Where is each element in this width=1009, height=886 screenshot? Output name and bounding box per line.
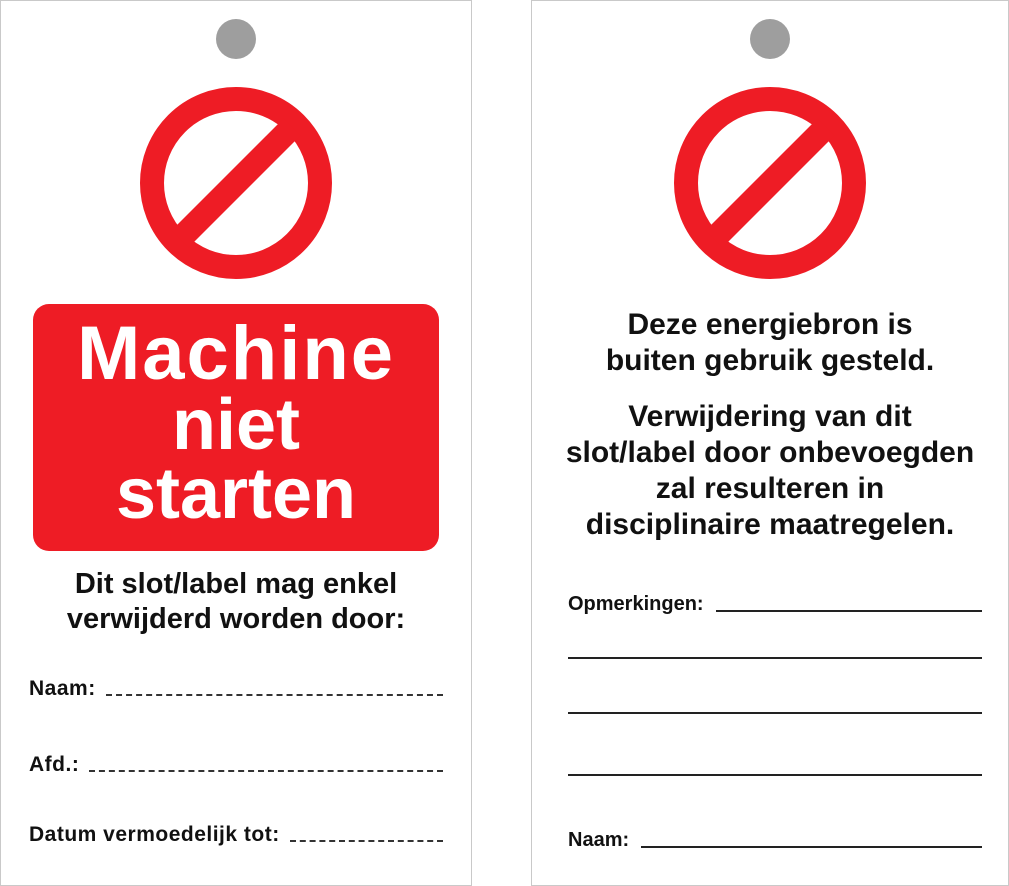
field-naam[interactable]	[29, 677, 443, 701]
prohibition-sign-icon	[136, 83, 336, 288]
back-paragraph-2-line-1: Verwijdering van dit	[628, 400, 912, 433]
field-naam-label: Naam:	[29, 677, 96, 700]
back-paragraph-2-line-3: zal resulteren in	[655, 472, 885, 505]
field-naam-back-label: Naam:	[568, 829, 630, 851]
warning-banner	[33, 304, 439, 551]
banner-line-3: starten	[115, 454, 357, 535]
punch-hole-icon	[216, 19, 256, 59]
field-opmerkingen-writeline-2[interactable]	[568, 656, 982, 659]
banner-line-1: Machine	[76, 311, 396, 396]
back-paragraph-1-line-1: Deze energiebron is	[627, 308, 913, 341]
back-paragraph-1-line-2: buiten gebruik gesteld.	[605, 344, 935, 377]
front-subheading-line-1: Dit slot/label mag enkel	[74, 568, 398, 600]
field-datum-writeline[interactable]	[290, 839, 443, 842]
punch-hole-icon	[750, 19, 790, 59]
front-subheading-line-2: verwijderd worden door:	[66, 603, 406, 636]
front-subheading	[21, 567, 451, 638]
back-paragraph-2	[546, 399, 994, 543]
field-opmerkingen-label: Opmerkingen:	[568, 593, 704, 615]
back-paragraph-2-line-2: slot/label door onbevoegden	[565, 436, 975, 469]
field-datum-label: Datum vermoedelijk tot:	[29, 823, 280, 846]
field-naam-back[interactable]	[568, 829, 982, 852]
tag-front	[0, 0, 472, 886]
field-datum[interactable]	[29, 823, 443, 847]
field-opmerkingen-writeline-3[interactable]	[568, 711, 982, 714]
field-naam-writeline[interactable]	[106, 693, 443, 696]
back-paragraph-1	[546, 307, 994, 379]
field-opmerkingen[interactable]	[568, 593, 982, 616]
field-afdeling-label: Afd.:	[29, 753, 80, 776]
field-afdeling-writeline[interactable]	[89, 769, 443, 772]
field-naam-back-writeline[interactable]	[641, 845, 982, 848]
field-opmerkingen-writeline-4[interactable]	[568, 773, 982, 776]
tag-back	[531, 0, 1009, 886]
field-afdeling[interactable]	[29, 753, 443, 777]
field-opmerkingen-writeline-1[interactable]	[716, 609, 982, 612]
prohibition-sign-icon	[670, 83, 870, 288]
banner-line-2: niet	[171, 384, 300, 465]
back-paragraph-2-line-4: disciplinaire maatregelen.	[585, 508, 955, 541]
